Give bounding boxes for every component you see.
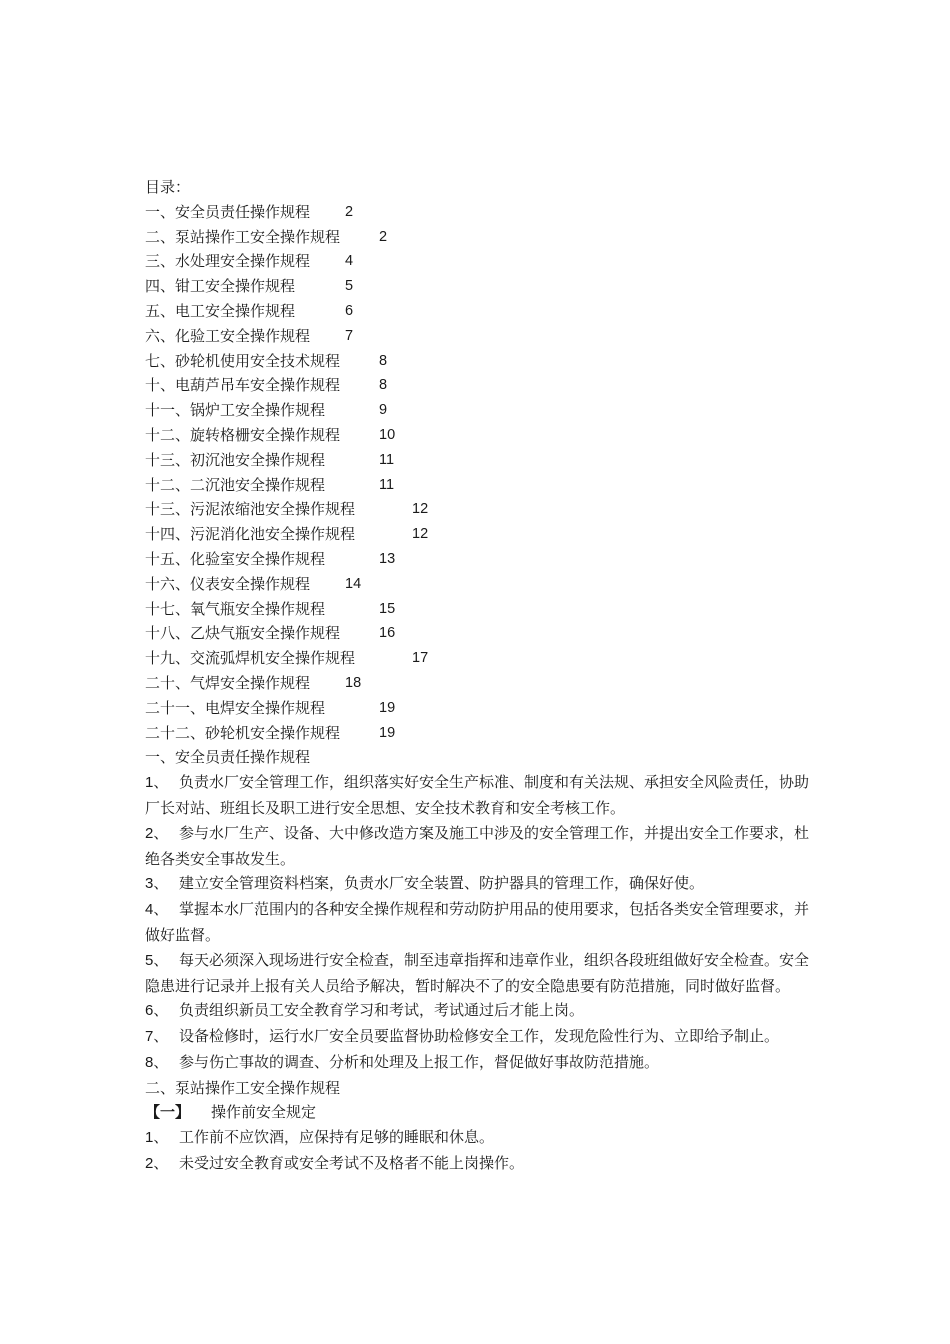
toc-item-title: 十七、氧气瓶安全操作规程 [145,599,326,618]
toc-item[interactable] [145,423,810,448]
toc-item[interactable] [145,299,810,324]
toc-item-page: 2 [379,228,388,245]
list-item [145,998,810,1024]
toc-item[interactable] [145,349,810,374]
toc-item-title: 五、电工安全操作规程 [145,301,296,320]
item-number: 7、 [145,1028,169,1046]
toc-item[interactable] [145,671,810,696]
item-text: 参与伤亡事故的调查、分析和处理及上报工作，督促做好事故防范措施。 [179,1052,660,1071]
toc-item-page: 9 [379,402,388,419]
toc-item[interactable] [145,696,810,721]
item-number: 2、 [145,1155,169,1173]
toc-item-page: 19 [379,699,396,716]
toc-item[interactable] [145,522,810,547]
toc-item-title: 十三、污泥浓缩池安全操作规程 [145,500,356,519]
toc-item-page: 17 [412,650,429,667]
toc-item-title: 十二、旋转格栅安全操作规程 [145,425,341,444]
list-item [145,1050,810,1076]
toc-item[interactable] [145,547,810,572]
toc-item-title: 十五、化验室安全操作规程 [145,549,326,568]
toc-item-title: 四、钳工安全操作规程 [145,277,296,296]
toc-item-page: 7 [345,327,354,344]
toc-item-page: 2 [345,203,354,220]
list-item [145,1125,810,1151]
toc-item-title: 十二、二沉池安全操作规程 [145,475,326,494]
toc-item-page: 12 [412,501,429,518]
item-text: 掌握本水厂范围内的各种安全操作规程和劳动防护用品的使用要求，包括各类安全管理要求，并做好监督。 [145,900,810,944]
toc-item-title: 二十、气焊安全操作规程 [145,673,311,692]
toc-item-page: 10 [379,426,396,443]
item-text: 负责组织新员工安全教育学习和考试，考试通过后才能上岗。 [179,1001,585,1020]
item-text: 工作前不应饮酒，应保持有足够的睡眠和休息。 [179,1128,495,1147]
toc-item-title: 十、电葫芦吊车安全操作规程 [145,376,341,395]
toc-item-page: 14 [345,575,362,592]
toc-item-title: 二十二、砂轮机安全操作规程 [145,723,341,742]
toc-item-title: 六、化验工安全操作规程 [145,326,311,345]
item-text: 设备检修时，运行水厂安全员要监督协助检修安全工作，发现危险性行为、立即给予制止。 [179,1027,780,1046]
section-2-list [145,1125,810,1177]
toc-item[interactable] [145,572,810,597]
item-number: 5、 [145,951,169,969]
item-number: 3、 [145,875,169,893]
toc-item-page: 16 [379,625,396,642]
toc-item-page: 13 [379,550,396,567]
toc-item-page: 11 [379,476,395,493]
toc-item[interactable] [145,473,810,498]
toc-heading: 目录： [145,178,191,196]
toc-item-page: 4 [345,253,354,270]
toc-item-title: 二、泵站操作工安全操作规程 [145,227,341,246]
item-text: 建立安全管理资料档案，负责水厂安全装置、防护器具的管理工作，确保好使。 [179,874,705,893]
list-item [145,821,810,872]
toc-item[interactable] [145,497,810,522]
toc-item[interactable] [145,448,810,473]
list-item [145,897,810,948]
toc-item[interactable] [145,225,810,250]
toc-item[interactable] [145,621,810,646]
toc-item-title: 一、安全员责任操作规程 [145,202,311,221]
toc-item[interactable] [145,597,810,622]
subsection-heading [145,1100,810,1125]
toc-item[interactable] [145,646,810,671]
toc-item-page: 6 [345,302,354,319]
item-text: 每天必须深入现场进行安全检查，制至违章指挥和违章作业，组织各段班组做好安全检查。安全隐患进行记录并上报有关人员给予解决，暂时解决不了的安全隐患要有防范措施，同时做好监督。 [145,950,810,995]
toc-item-title: 十一、锅炉工安全操作规程 [145,401,326,420]
toc-item-title: 十八、乙炔气瓶安全操作规程 [145,624,341,643]
list-item [145,948,810,999]
toc-item-page: 12 [412,526,429,543]
list-item [145,1024,810,1050]
toc-item-page: 5 [345,278,354,295]
toc-item-page: 8 [379,377,388,394]
subsection-title: 操作前安全规定 [211,1103,317,1122]
item-text: 参与水厂生产、设备、大中修改造方案及施工中涉及的安全管理工作，并提出安全工作要求，杜绝各类安全事故发生。 [145,823,810,868]
toc-item[interactable] [145,249,810,274]
item-number: 1、 [145,774,169,792]
toc-item[interactable] [145,274,810,299]
toc-item-page: 8 [379,352,388,369]
toc-item-title: 十三、初沉池安全操作规程 [145,450,326,469]
item-text: 负责水厂安全管理工作，组织落实好安全生产标准、制度和有关法规、承担安全风险责任，协助厂长对站、班组长及职工进行安全思想、安全技术教育和安全考核工作。 [145,773,810,817]
list-item [145,871,810,897]
toc-item-page: 19 [379,724,396,741]
toc-item-title: 三、水处理安全操作规程 [145,252,311,271]
section-heading: 一、安全员责任操作规程 [145,748,311,767]
toc-item-title: 十六、仪表安全操作规程 [145,574,311,593]
toc-item[interactable] [145,398,810,423]
section-heading: 二、泵站操作工安全操作规程 [145,1078,341,1097]
item-number: 4、 [145,901,169,919]
subsection-number: 【一】 [145,1103,191,1122]
item-number: 2、 [145,824,169,842]
table-of-contents [145,200,810,746]
section-1-list [145,770,810,1076]
toc-item-title: 七、砂轮机使用安全技术规程 [145,351,341,370]
item-number: 6、 [145,1002,169,1020]
toc-item-page: 15 [379,600,396,617]
toc-item-title: 十九、交流弧焊机安全操作规程 [145,649,356,668]
toc-item[interactable] [145,373,810,398]
toc-item-page: 11 [379,451,395,468]
item-number: 1、 [145,1129,169,1147]
toc-item[interactable] [145,324,810,349]
item-number: 8、 [145,1053,169,1071]
list-item [145,770,810,821]
list-item [145,1151,810,1177]
toc-item-title: 二十一、电焊安全操作规程 [145,698,326,717]
toc-item-page: 18 [345,674,362,691]
item-text: 未受过安全教育或安全考试不及格者不能上岗操作。 [179,1154,525,1173]
toc-item[interactable] [145,721,810,746]
document-body [145,175,810,1177]
toc-item[interactable] [145,200,810,225]
toc-item-title: 十四、污泥消化池安全操作规程 [145,525,356,544]
